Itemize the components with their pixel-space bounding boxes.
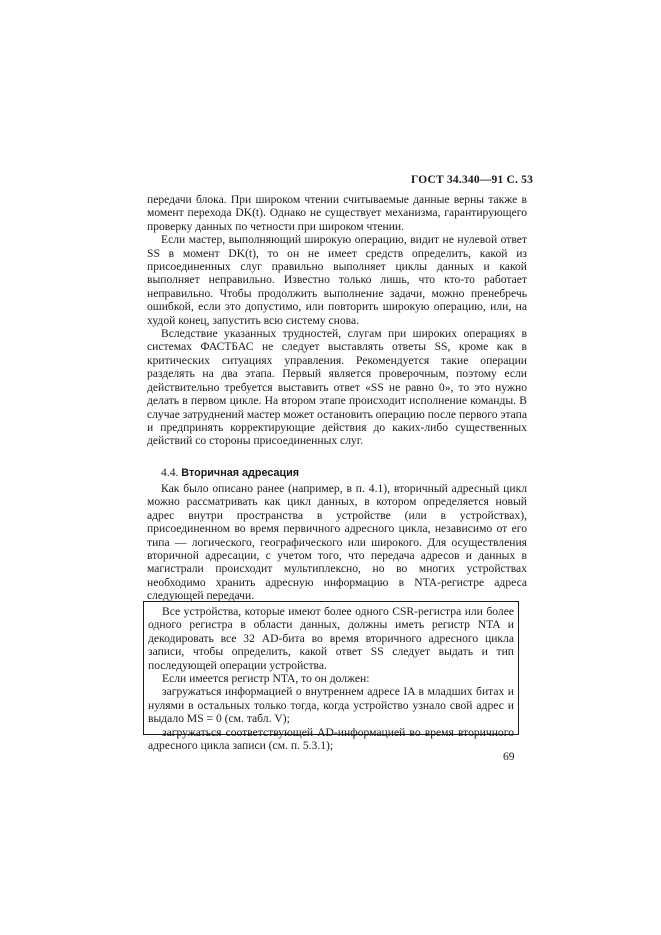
box-paragraph-2: Если имеется регистр NTA, то он должен: [162,672,370,686]
section-text-block [147,482,527,603]
box-paragraph-1: Все устройства, которые имеют более одного CSR-регистра или более одного регистра в области данных, должны иметь регистр NTA и декодировать все 32 AD-бита во время вторичного адресного цикла записи, чтобы определить, какой ответ SS следует выдать и тип последующей операции устройства. [148,605,514,672]
page-number: 69 [503,750,515,763]
paragraph-section: Как было описано ранее (например, в п. 4.1), вторичный адресный цикл можно рассматривать как цикл данных, в котором определяется новый адрес внутри пространства в устройстве (или в устройствах), присоединенном во время первичного адресного цикла, независимо от его типа — логического, географического или широкого. Для осуществления вторичной адресации, с учетом того, что передача адресов и данных в магистрали происходит мультиплексно, но во многих устройствах необходимо хранить адресную информацию в NTA-регистре адреса следующей передачи. [147,482,527,603]
paragraph-1: передачи блока. При широком чтении считываемые данные верны также в момент перехода DK(t). Однако не существует механизма, гарантирующего проверку данных по четности при широком чтении. [147,193,527,233]
section-title: Вторичная адресация [181,467,300,479]
section-heading [161,466,299,479]
requirements-box [143,601,519,753]
paragraph-3: Вследствие указанных трудностей, слугам при широких операциях в системах ФАСТБАС не следует выставлять ответы SS, кроме как в критических ситуациях управления. Рекомендуется такие операции разделять на два этапа. Первый является проверочным, поэтому если действительно требуется выставить ответ «SS не равно 0», то это нужно делать в первом цикле. На втором этапе происходит исполнение команды. В случае затруднений мастер может остановить операцию после первого этапа и предпринять корректирующие действия до каких-либо существенных действий со стороны присоединенных слуг. [147,327,527,448]
box-paragraph-3: загружаться информацией о внутреннем адресе IA в младших битах и нулями в остальных только тогда, когда устройство узнало свой адрес и выдало MS = 0 (см. табл. V); [148,685,514,726]
paragraph-2: Если мастер, выполняющий широкую операцию, видит не нулевой ответ SS в момент DK(t), то он не имеет средств определить, какой из присоединенных слуг правильно выполняет циклы данных и какой выполняет неправильно. Известно только лишь, что кто-то работает неправильно. Чтобы продолжить выполнение задачи, можно пренебречь ошибкой, если это допустимо, или повторить широкую операцию, или, на худой конец, запустить всю систему снова. [147,233,527,327]
top-text-block [147,193,527,448]
page-header: ГОСТ 34.340—91 С. 53 [411,174,534,186]
box-paragraph-4: загружаться соответствующей AD-информацией во время вторичного адресного цикла записи (см. п. 5.3.1); [148,725,514,753]
section-number: 4.4. [161,466,179,479]
